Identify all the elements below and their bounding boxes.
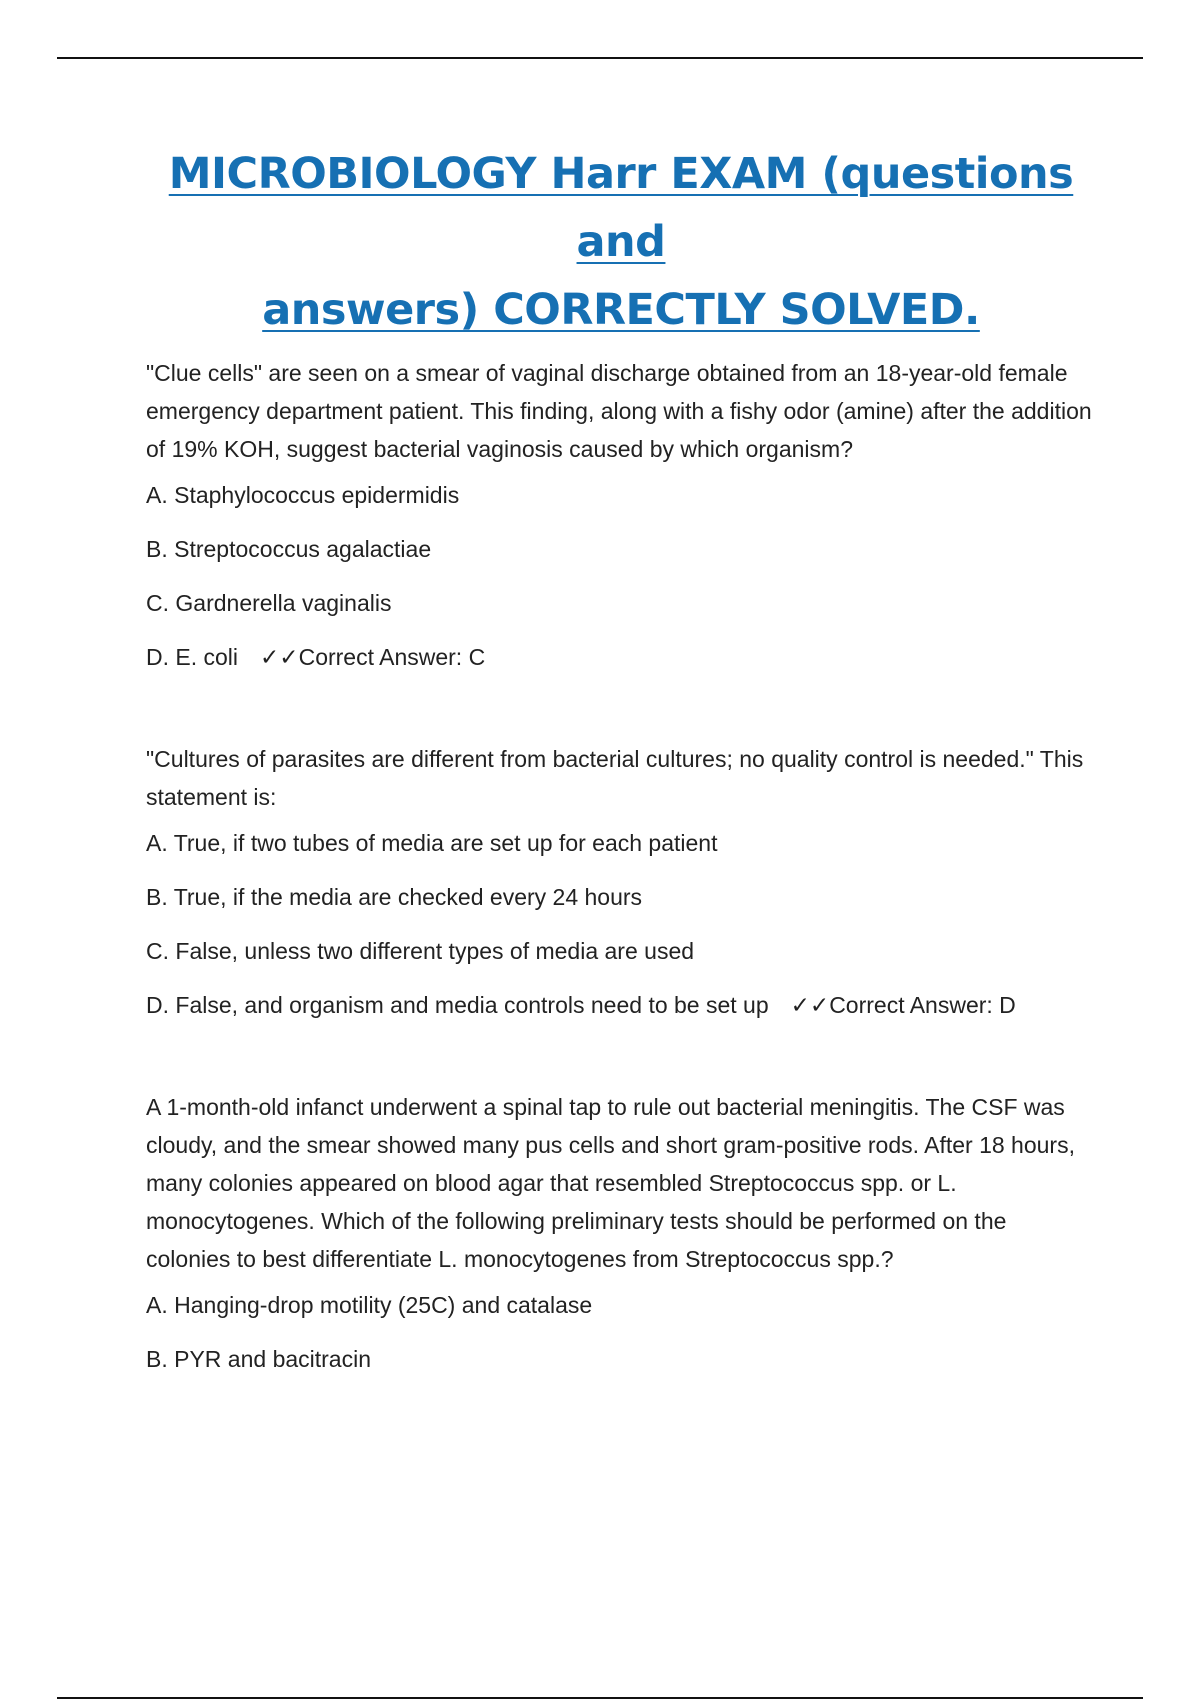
question-stem: "Clue cells" are seen on a smear of vaginal discharge obtained from an 18-year-old female emergency department patient. This finding, along with a fishy odor (amine) after the addition of 19% KOH, suggest bacterial vaginosis caused by which organism? [146, 360, 1092, 462]
question-2 [146, 740, 1096, 1020]
top-rule [57, 57, 1143, 59]
option-d-with-answer [146, 642, 1096, 672]
checkmark-icon: ✓✓ [790, 992, 830, 1018]
option-b: B. Streptococcus agalactiae [146, 536, 432, 562]
option-a: A. Staphylococcus epidermidis [146, 482, 460, 508]
question-3 [146, 1088, 1096, 1374]
bottom-rule [57, 1697, 1143, 1699]
title-line-2: answers) CORRECTLY SOLVED. [262, 285, 980, 335]
checkmark-icon: ✓✓ [260, 644, 299, 670]
question-1 [146, 354, 1096, 672]
option-a: A. Hanging-drop motility (25C) and catalase [146, 1292, 593, 1318]
question-stem: A 1-month-old infanct underwent a spinal tap to rule out bacterial meningitis. The CSF was cloudy, and the smear showed many pus cells and short gram-positive rods. After 18 hours, many colonies appeared on blood agar that resembled Streptococcus spp. or L. monocytogenes. Which of the following preliminary tests should be performed on the colonies to best differentiate L. monocytogenes from Streptococcus spp.? [146, 1094, 1075, 1272]
option-a: A. True, if two tubes of media are set up for each patient [146, 830, 718, 856]
option-c: C. Gardnerella vaginalis [146, 590, 392, 616]
option-d: D. E. coli [146, 644, 239, 670]
option-c: C. False, unless two different types of media are used [146, 938, 695, 964]
correct-answer: Correct Answer: C [298, 644, 486, 670]
option-d-with-answer [146, 990, 1096, 1020]
document-body [146, 140, 1096, 1414]
question-stem: "Cultures of parasites are different from bacterial cultures; no quality control is needed." This statement is: [146, 746, 1084, 810]
option-b: B. PYR and bacitracin [146, 1346, 372, 1372]
correct-answer: Correct Answer: D [829, 992, 1016, 1018]
option-b: B. True, if the media are checked every 24 hours [146, 884, 643, 910]
document-title [146, 140, 1096, 344]
option-d: D. False, and organism and media controls need to be set up [146, 992, 769, 1018]
title-line-1: MICROBIOLOGY Harr EXAM (questions and [168, 149, 1074, 267]
